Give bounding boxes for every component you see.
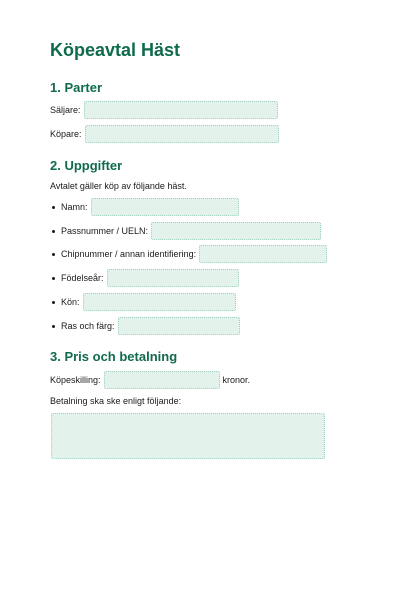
- payment-terms-field[interactable]: [51, 413, 325, 459]
- details-item-label: Ras och färg:: [61, 321, 115, 331]
- details-item-breed-color: [50, 317, 240, 335]
- document-title: Köpeavtal Häst: [50, 40, 181, 60]
- seller-label: Säljare:: [50, 105, 81, 115]
- details-item-passport: [50, 222, 321, 240]
- price-label: Köpeskilling:: [50, 375, 101, 385]
- details-item-label: Födelseår:: [61, 273, 104, 283]
- passport-field[interactable]: [151, 222, 321, 240]
- bullet-icon: [52, 230, 55, 233]
- bullet-icon: [52, 206, 55, 209]
- details-intro: Avtalet gäller köp av följande häst.: [50, 181, 187, 191]
- chip-field[interactable]: [199, 245, 327, 263]
- details-item-label: Kön:: [61, 297, 80, 307]
- details-item-label: Chipnummer / annan identifiering:: [61, 249, 197, 259]
- seller-row: [50, 101, 278, 119]
- payment-label: Betalning ska ske enligt följande:: [50, 396, 182, 406]
- bullet-icon: [52, 277, 55, 280]
- section-heading-price: 3. Pris och betalning: [50, 349, 178, 364]
- section-heading-details: 2. Uppgifter: [50, 158, 123, 173]
- details-item-birth-year: [50, 269, 239, 287]
- buyer-field[interactable]: [85, 125, 279, 143]
- bullet-icon: [52, 253, 55, 256]
- price-row: [50, 371, 250, 389]
- buyer-row: [50, 125, 279, 143]
- details-item-label: Namn:: [61, 202, 88, 212]
- bullet-icon: [52, 325, 55, 328]
- details-item-sex: [50, 293, 236, 311]
- bullet-icon: [52, 301, 55, 304]
- details-item-name: [50, 198, 239, 216]
- details-item-chip: [50, 245, 327, 263]
- breed-color-field[interactable]: [118, 317, 240, 335]
- section-heading-parties: 1. Parter: [50, 80, 103, 95]
- seller-field[interactable]: [84, 101, 278, 119]
- birth-year-field[interactable]: [107, 269, 239, 287]
- sex-field[interactable]: [83, 293, 236, 311]
- name-field[interactable]: [91, 198, 239, 216]
- price-field[interactable]: [104, 371, 220, 389]
- buyer-label: Köpare:: [50, 129, 82, 139]
- details-item-label: Passnummer / UELN:: [61, 226, 149, 236]
- price-suffix: kronor.: [222, 375, 251, 385]
